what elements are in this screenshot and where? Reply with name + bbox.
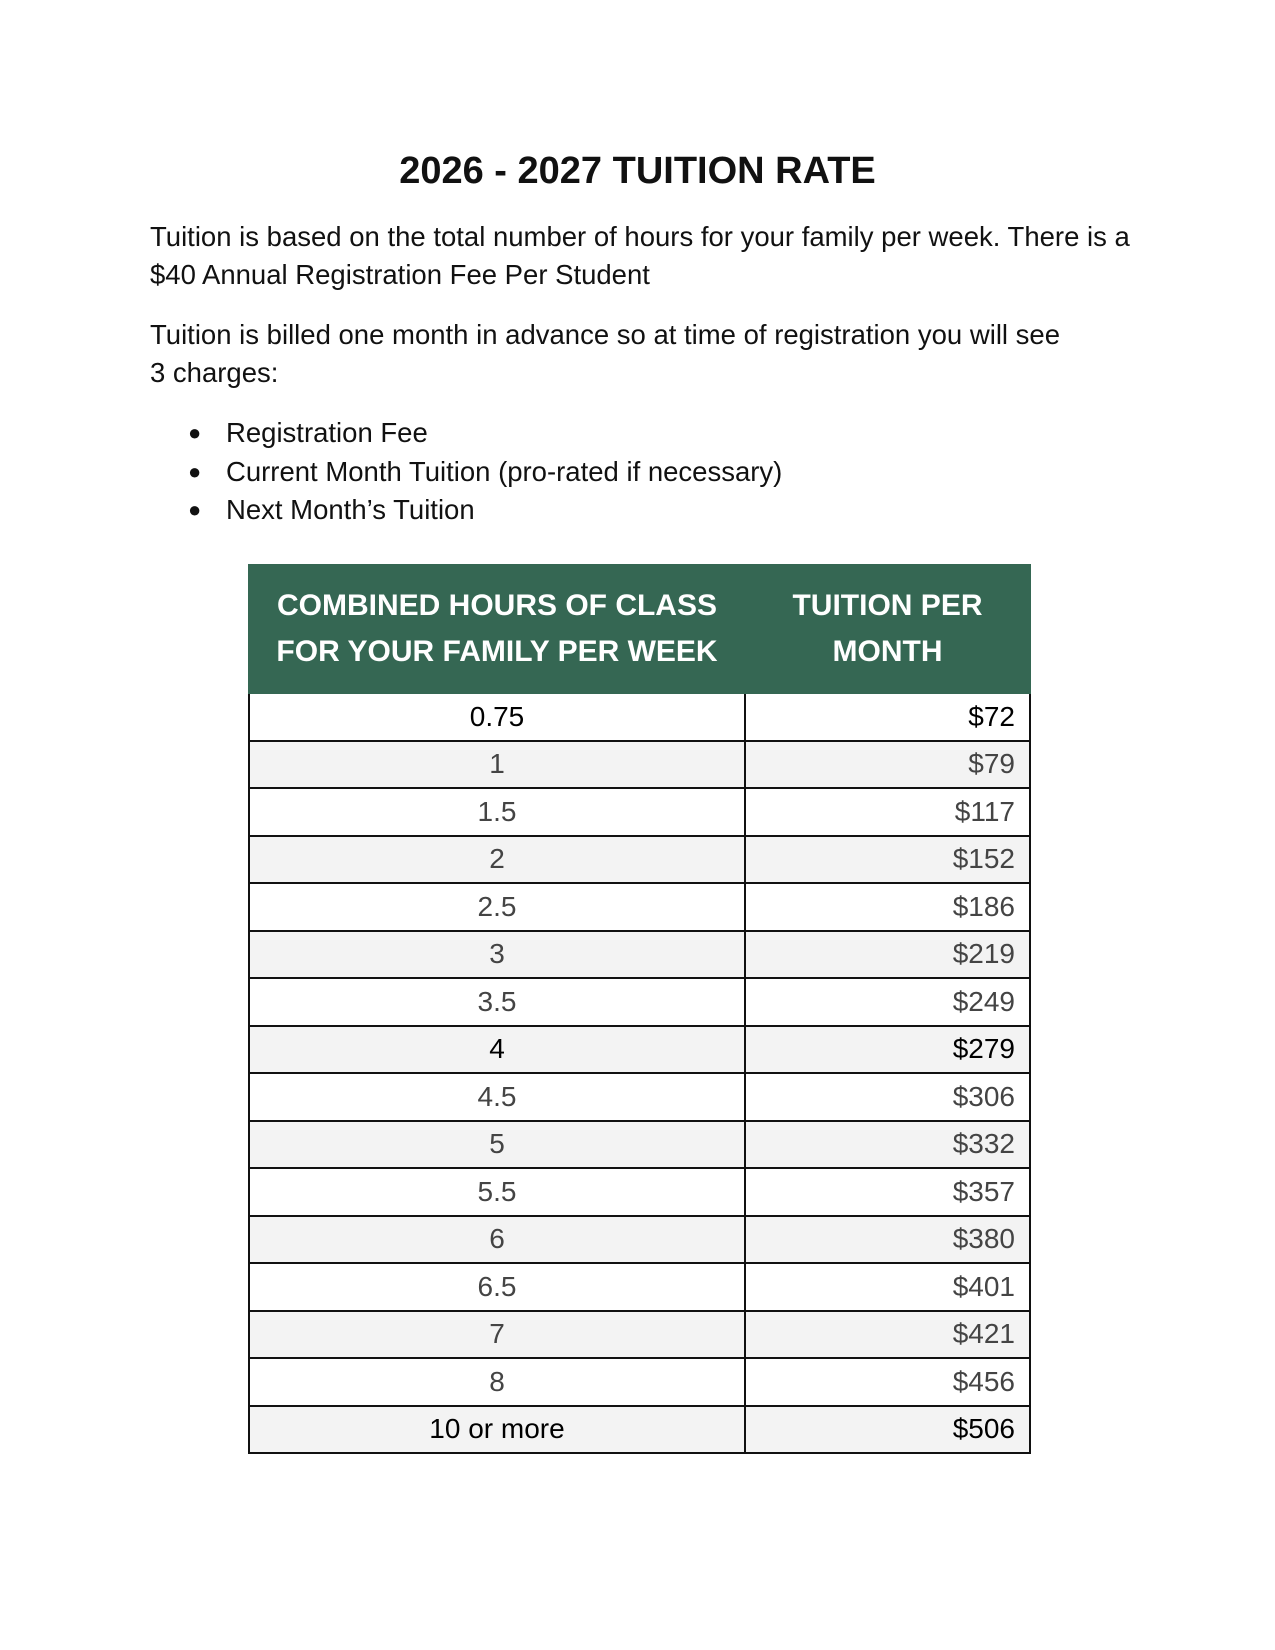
tuition-cell: $380 [745,1216,1030,1264]
tuition-basis-paragraph: Tuition is based on the total number of hours for your family per week. There is a $40 Annual Registration Fee Per Student [150,221,1130,290]
hours-cell: 4.5 [249,1073,745,1121]
hours-cell: 1 [249,741,745,789]
table-row [249,1121,1030,1169]
charges-list [188,414,782,530]
hours-cell: 3 [249,931,745,979]
table-row [249,1168,1030,1216]
billing-paragraph [150,316,1150,392]
table-row [249,1216,1030,1264]
tuition-cell: $506 [745,1406,1030,1454]
hours-cell: 1.5 [249,788,745,836]
bullet-icon: ● [188,458,202,484]
hours-cell: 10 or more [249,1406,745,1454]
hours-cell: 6.5 [249,1263,745,1311]
tuition-cell: $79 [745,741,1030,789]
table-row [249,1263,1030,1311]
table-header-row [249,565,1030,693]
hours-column-header: COMBINED HOURS OF CLASS FOR YOUR FAMILY PER WEEK [249,565,745,693]
table-row [249,836,1030,884]
table-row [249,1358,1030,1406]
tuition-cell: $332 [745,1121,1030,1169]
tuition-cell: $186 [745,883,1030,931]
hours-cell: 5.5 [249,1168,745,1216]
table-row [249,931,1030,979]
billing-paragraph-line-2: 3 charges: [150,357,279,388]
charge-label: Current Month Tuition (pro-rated if necessary) [226,455,783,487]
table-row [249,788,1030,836]
hours-cell: 8 [249,1358,745,1406]
table-row [249,1073,1030,1121]
charge-label: Next Month’s Tuition [226,494,475,525]
table-row [249,741,1030,789]
billing-paragraph-line-1: Tuition is billed one month in advance so at time of registration you will see [150,319,1061,350]
table-body [249,693,1030,1453]
tuition-cell: $456 [745,1358,1030,1406]
bullet-icon: ● [188,497,202,522]
table-row [249,1311,1030,1359]
table-row [249,693,1030,741]
tuition-cell: $219 [745,931,1030,979]
tuition-cell: $421 [745,1311,1030,1359]
table-row [249,1026,1030,1074]
table-row [249,978,1030,1026]
tuition-cell: $401 [745,1263,1030,1311]
tuition-cell: $152 [745,836,1030,884]
hours-cell: 4 [249,1026,745,1074]
tuition-cell: $117 [745,788,1030,836]
table-row [249,883,1030,931]
charge-label: Registration Fee [226,417,428,448]
hours-cell: 3.5 [249,978,745,1026]
bullet-icon: ● [188,420,202,445]
list-item [188,453,782,492]
list-item [188,491,782,530]
hours-cell: 0.75 [249,693,745,741]
table-row [249,1406,1030,1454]
tuition-cell: $279 [745,1026,1030,1074]
hours-cell: 6 [249,1216,745,1264]
hours-cell: 5 [249,1121,745,1169]
list-item [188,414,782,453]
tuition-rate-table [248,564,1031,1454]
hours-cell: 2.5 [249,883,745,931]
tuition-cell: $72 [745,693,1030,741]
page-title: 2026 - 2027 TUITION RATE [399,150,876,192]
tuition-cell: $249 [745,978,1030,1026]
hours-cell: 2 [249,836,745,884]
hours-cell: 7 [249,1311,745,1359]
tuition-cell: $357 [745,1168,1030,1216]
tuition-column-header: TUITION PER MONTH [745,565,1030,693]
tuition-cell: $306 [745,1073,1030,1121]
